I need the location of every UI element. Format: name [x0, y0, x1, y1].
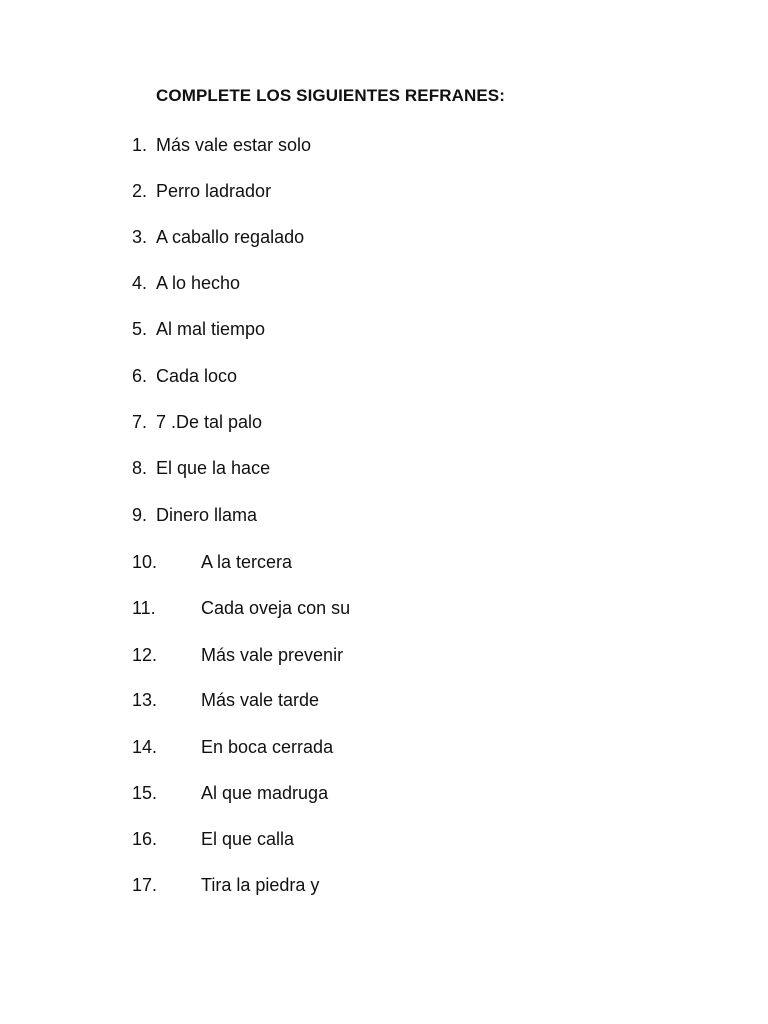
list-item-text: A caballo regalado [156, 227, 305, 247]
list-item-number: 6. [132, 366, 148, 386]
list-item-text: En boca cerrada [201, 737, 334, 757]
list-item-number: 1. [132, 135, 148, 155]
list-item [0, 273, 600, 299]
list-item-text: Al que madruga [201, 783, 329, 803]
list-item [0, 458, 600, 484]
list-item-text: A lo hecho [156, 273, 241, 293]
list-item-text: El que calla [201, 829, 295, 849]
list-item-number: 2. [132, 181, 148, 201]
list-item [0, 737, 600, 763]
list-item-text: 7 .De tal palo [156, 412, 263, 432]
list-item [0, 598, 600, 624]
list-item-number: 3. [132, 227, 148, 247]
list-item-text: Cada oveja con su [201, 598, 351, 618]
page-title: COMPLETE LOS SIGUIENTES REFRANES: [156, 86, 505, 105]
list-item [0, 227, 600, 253]
list-item [0, 505, 600, 531]
list-item-text: A la tercera [201, 552, 293, 572]
list-item-number: 8. [132, 458, 148, 478]
list-item-text: Más vale tarde [201, 690, 320, 710]
list-item-number: 12. [132, 645, 158, 665]
list-item-number: 11. [132, 598, 156, 618]
list-item [0, 645, 600, 671]
list-item [0, 366, 600, 392]
list-item-number: 17. [132, 875, 158, 895]
list-item-number: 4. [132, 273, 148, 293]
list-item [0, 135, 600, 161]
list-item [0, 829, 600, 855]
list-item-number: 10. [132, 552, 158, 572]
list-item [0, 552, 600, 578]
list-item [0, 412, 600, 438]
list-item [0, 181, 600, 207]
list-item-number: 16. [132, 829, 158, 849]
list-item-text: Más vale prevenir [201, 645, 344, 665]
list-item-text: El que la hace [156, 458, 271, 478]
list-item-text: Perro ladrador [156, 181, 272, 201]
list-item-number: 13. [132, 690, 158, 710]
list-item [0, 783, 600, 809]
list-item [0, 319, 600, 345]
list-item-text: Tira la piedra y [201, 875, 320, 895]
list-item-text: Al mal tiempo [156, 319, 266, 339]
list-item-text: Dinero llama [156, 505, 258, 525]
list-item-number: 9. [132, 505, 148, 525]
list-item-number: 14. [132, 737, 158, 757]
list-item [0, 690, 600, 716]
list-item-number: 5. [132, 319, 148, 339]
list-item-number: 7. [132, 412, 148, 432]
list-item-number: 15. [132, 783, 158, 803]
list-item-text: Más vale estar solo [156, 135, 312, 155]
list-item [0, 875, 600, 901]
list-item-text: Cada loco [156, 366, 238, 386]
